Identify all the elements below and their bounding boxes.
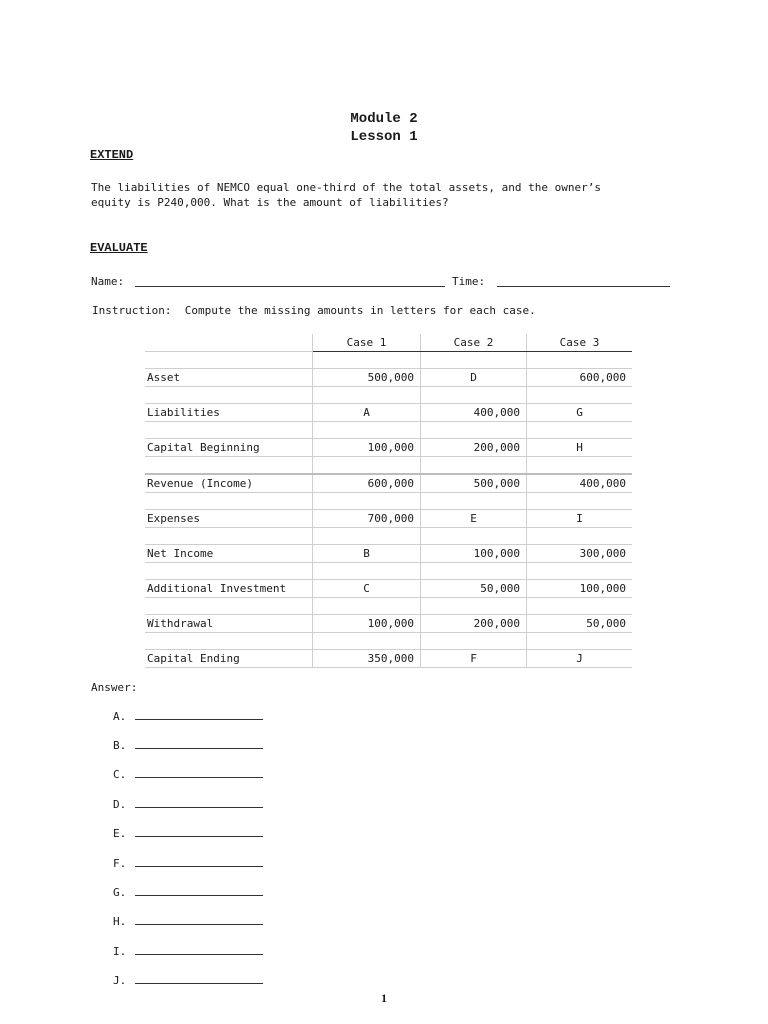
module-title: Module 2	[350, 111, 418, 127]
row-label: Asset	[145, 369, 313, 387]
answer-blank[interactable]	[135, 974, 263, 984]
answer-blank[interactable]	[135, 768, 263, 778]
cell-value: E	[421, 510, 527, 528]
row-label: Revenue (Income)	[145, 474, 313, 492]
cell-value: J	[527, 650, 633, 668]
answer-item-h	[113, 915, 263, 928]
answer-item-i	[113, 945, 263, 958]
row-label: Capital Ending	[145, 650, 313, 668]
answer-letter: E.	[113, 827, 127, 840]
answer-letter: J.	[113, 974, 127, 987]
table-header-row	[145, 334, 632, 351]
cell-value: 50,000	[527, 615, 633, 633]
lesson-title: Lesson 1	[350, 129, 418, 145]
table-spacer-row	[145, 632, 632, 650]
table-spacer-row	[145, 492, 632, 510]
cell-value: G	[527, 404, 633, 422]
answer-item-g	[113, 886, 263, 899]
answer-label: Answer:	[91, 681, 138, 694]
table-header-case-1: Case 1	[313, 334, 421, 351]
cell-value: 50,000	[421, 580, 527, 598]
extend-text-line-2: equity is P240,000. What is the amount of liabilities?	[91, 196, 449, 209]
table-row-asset	[145, 369, 632, 387]
table-header-case-3: Case 3	[527, 334, 633, 351]
answer-blank[interactable]	[135, 798, 263, 808]
table-row-net-income	[145, 545, 632, 563]
row-label: Withdrawal	[145, 615, 313, 633]
row-label: Liabilities	[145, 404, 313, 422]
table-spacer-row	[145, 562, 632, 580]
table-row-expenses	[145, 510, 632, 528]
cell-value: I	[527, 510, 633, 528]
table-row-revenue	[145, 474, 632, 492]
answer-blank[interactable]	[135, 827, 263, 837]
table-header-blank	[145, 334, 313, 351]
answer-letter: F.	[113, 857, 127, 870]
cell-value: B	[313, 545, 421, 563]
answer-item-d	[113, 798, 263, 811]
cell-value: A	[313, 404, 421, 422]
answer-letter: G.	[113, 886, 127, 899]
table-spacer-row	[145, 386, 632, 404]
answer-blank[interactable]	[135, 915, 263, 925]
time-label: Time:	[452, 275, 486, 288]
answer-blank[interactable]	[135, 739, 263, 749]
answer-letter: D.	[113, 798, 127, 811]
cell-value: 700,000	[313, 510, 421, 528]
cell-value: 600,000	[527, 369, 633, 387]
answer-blank[interactable]	[135, 886, 263, 896]
answer-blank[interactable]	[135, 945, 263, 955]
table-spacer-row	[145, 351, 632, 369]
cell-value: 100,000	[313, 615, 421, 633]
table-row-withdrawal	[145, 615, 632, 633]
page-number: 1	[381, 991, 387, 1005]
row-label: Net Income	[145, 545, 313, 563]
cell-value: F	[421, 650, 527, 668]
answer-blank[interactable]	[135, 710, 263, 720]
extend-text-line-1: The liabilities of NEMCO equal one-third of the total assets, and the owner’s	[91, 181, 601, 194]
answer-item-e	[113, 827, 263, 840]
name-field-line[interactable]	[135, 286, 445, 287]
time-field-line[interactable]	[497, 286, 670, 287]
cell-value: 600,000	[313, 474, 421, 492]
table-spacer-row	[145, 421, 632, 439]
cell-value: 350,000	[313, 650, 421, 668]
answer-item-b	[113, 739, 263, 752]
evaluate-heading: EVALUATE	[90, 241, 148, 255]
cell-value: 200,000	[421, 615, 527, 633]
answer-letter: I.	[113, 945, 127, 958]
name-label: Name:	[91, 275, 125, 288]
instruction-text: Instruction: Compute the missing amounts in letters for each case.	[92, 304, 536, 317]
cell-value: 500,000	[421, 474, 527, 492]
answer-item-j	[113, 974, 263, 987]
cell-value: 400,000	[527, 474, 633, 492]
table-row-liabilities	[145, 404, 632, 422]
answer-letter: C.	[113, 768, 127, 781]
answer-letter: B.	[113, 739, 127, 752]
row-label: Expenses	[145, 510, 313, 528]
answer-letter: A.	[113, 710, 127, 723]
table-header-case-2: Case 2	[421, 334, 527, 351]
extend-heading: EXTEND	[90, 148, 134, 162]
row-label: Capital Beginning	[145, 439, 313, 457]
table-spacer-row	[145, 456, 632, 474]
cell-value: H	[527, 439, 633, 457]
cell-value: 100,000	[313, 439, 421, 457]
table-row-capital-ending	[145, 650, 632, 668]
cell-value: C	[313, 580, 421, 598]
cell-value: 400,000	[421, 404, 527, 422]
cell-value: 100,000	[421, 545, 527, 563]
table-row-capital-beginning	[145, 439, 632, 457]
cases-table	[145, 334, 632, 668]
answer-blank[interactable]	[135, 857, 263, 867]
cell-value: 500,000	[313, 369, 421, 387]
table-spacer-row	[145, 527, 632, 545]
answer-item-c	[113, 768, 263, 781]
cell-value: 300,000	[527, 545, 633, 563]
cell-value: 100,000	[527, 580, 633, 598]
table-spacer-row	[145, 597, 632, 615]
answer-item-a	[113, 710, 263, 723]
table-row-additional-investment	[145, 580, 632, 598]
cell-value: D	[421, 369, 527, 387]
answer-letter: H.	[113, 915, 127, 928]
cell-value: 200,000	[421, 439, 527, 457]
answer-item-f	[113, 857, 263, 870]
row-label: Additional Investment	[145, 580, 313, 598]
